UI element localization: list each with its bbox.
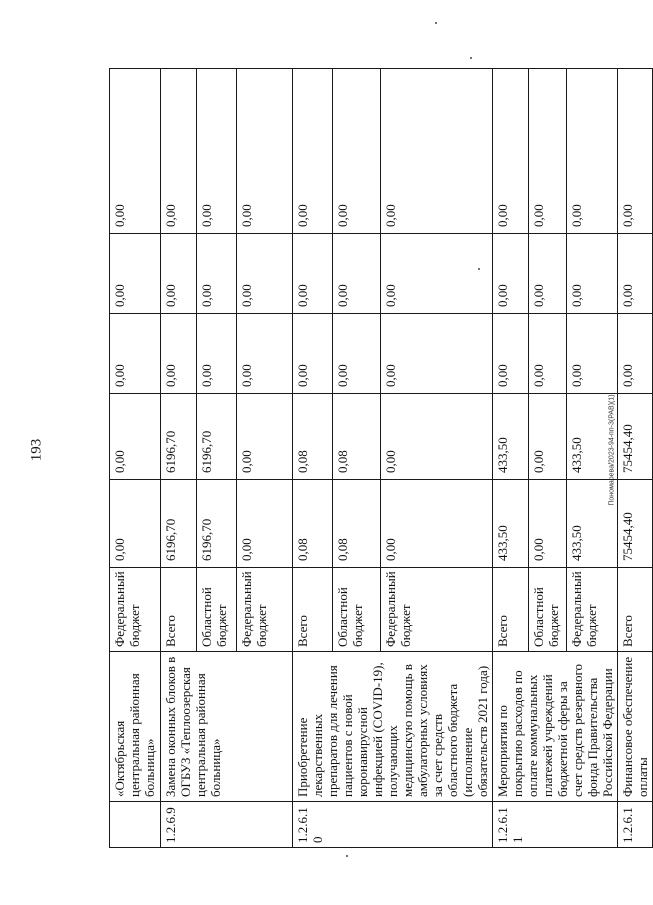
value-cell: 0,00 <box>381 394 493 480</box>
value-cell: 0,00 <box>110 480 161 568</box>
value-cell: 6196,70 <box>161 394 197 480</box>
value-cell: 0,00 <box>493 314 529 394</box>
row-code: 1.2.6.1 0 <box>293 802 493 848</box>
value-cell: 0,00 <box>381 314 493 394</box>
row-description: «Октябрьская центральная районная больница» <box>110 652 161 802</box>
row-description: Замена оконных блоков в ОГБУЗ «Теплоозерская центральная районная больница» <box>161 652 293 802</box>
value-cell: 0,00 <box>529 394 566 480</box>
funding-source: Областной бюджет <box>197 568 237 652</box>
value-cell: 0,00 <box>333 314 381 394</box>
row-code: 1.2.6.9 <box>161 802 293 848</box>
value-cell: 0,00 <box>237 480 293 568</box>
value-cell: 0,00 <box>237 394 293 480</box>
funding-source: Федеральный бюджет <box>237 568 293 652</box>
value-cell: 0,00 <box>161 69 197 234</box>
value-cell: 0,00 <box>618 314 653 394</box>
table-row <box>161 69 197 848</box>
value-cell: 433,50 <box>493 394 529 480</box>
value-cell: 0,00 <box>381 480 493 568</box>
funding-source: Областной бюджет <box>333 568 381 652</box>
value-cell: 0,00 <box>161 314 197 394</box>
value-cell: 0,00 <box>110 69 161 234</box>
value-cell: 6196,70 <box>197 480 237 568</box>
value-cell: 0,00 <box>197 314 237 394</box>
value-cell: 0,00 <box>293 234 333 314</box>
value-cell: 0,00 <box>566 69 617 234</box>
value-cell: 0,00 <box>110 234 161 314</box>
value-cell: 0,00 <box>381 234 493 314</box>
row-description: Мероприятия по покрытию расходов по оплате коммунальных платежей учреждений бюджетной сферы за счет средств резервного фонда Правительства Российской Федерации <box>493 652 618 802</box>
value-cell: 6196,70 <box>197 394 237 480</box>
document-id: Пономарева/2023-94-пп-3(РАВ)(1) <box>608 394 616 506</box>
funding-source: Федеральный бюджет <box>110 568 161 652</box>
value-cell: 0,00 <box>618 234 653 314</box>
table-row <box>293 69 333 848</box>
value-cell: 433,50 <box>566 480 617 568</box>
value-cell: 0,08 <box>333 480 381 568</box>
value-cell: 0,00 <box>529 314 566 394</box>
row-code: 1.2.6.1 <box>618 802 653 848</box>
table-row <box>493 69 529 848</box>
value-cell: 0,00 <box>566 314 617 394</box>
value-cell: 0,00 <box>529 69 566 234</box>
value-cell: 433,50 <box>493 480 529 568</box>
value-cell: 0,08 <box>293 480 333 568</box>
value-cell: 0,00 <box>161 234 197 314</box>
value-cell: 0,00 <box>566 234 617 314</box>
value-cell: 0,08 <box>333 394 381 480</box>
row-description: Приобретение лекарственных препаратов для лечения пациентов с новой коронавирусной инфекцией (COVID-19), получающих медицинскую помощь в амбулаторных условиях за счет средств областного бюджета (исполнение обязательств 2021 года) <box>293 652 493 802</box>
value-cell: 0,00 <box>618 69 653 234</box>
value-cell: 0,00 <box>293 69 333 234</box>
value-cell: 75454,40 <box>618 480 653 568</box>
page-number: 193 <box>28 438 45 462</box>
value-cell: 0,08 <box>293 394 333 480</box>
funding-source: Всего <box>618 568 653 652</box>
funding-source: Всего <box>493 568 529 652</box>
value-cell: 0,00 <box>333 69 381 234</box>
value-cell: 0,00 <box>293 314 333 394</box>
funding-source: Всего <box>161 568 197 652</box>
funding-source: Федеральный бюджет <box>381 568 493 652</box>
row-code <box>110 802 161 848</box>
table-row <box>110 69 161 848</box>
value-cell: 0,00 <box>529 480 566 568</box>
table-row <box>618 69 653 848</box>
value-cell: 0,00 <box>237 69 293 234</box>
value-cell: 6196,70 <box>161 480 197 568</box>
scan-speck <box>346 855 348 857</box>
scan-speck <box>435 22 437 24</box>
value-cell: 0,00 <box>197 69 237 234</box>
value-cell: 0,00 <box>333 234 381 314</box>
value-cell: 0,00 <box>529 234 566 314</box>
value-cell: 0,00 <box>381 69 493 234</box>
value-cell: 433,50 <box>566 394 617 480</box>
value-cell: 0,00 <box>110 314 161 394</box>
scan-speck <box>470 57 472 59</box>
value-cell: 0,00 <box>237 234 293 314</box>
value-cell: 0,00 <box>197 234 237 314</box>
value-cell: 0,00 <box>110 394 161 480</box>
budget-table <box>109 68 653 848</box>
value-cell: 0,00 <box>493 234 529 314</box>
value-cell: 0,00 <box>493 69 529 234</box>
funding-source: Всего <box>293 568 333 652</box>
value-cell: 75454,40 <box>618 394 653 480</box>
funding-source: Областной бюджет <box>529 568 566 652</box>
funding-source: Федеральный бюджет <box>566 568 617 652</box>
row-description: Финансовое обеспечение оплаты <box>618 652 653 802</box>
row-code: 1.2.6.1 1 <box>493 802 618 848</box>
value-cell: 0,00 <box>237 314 293 394</box>
